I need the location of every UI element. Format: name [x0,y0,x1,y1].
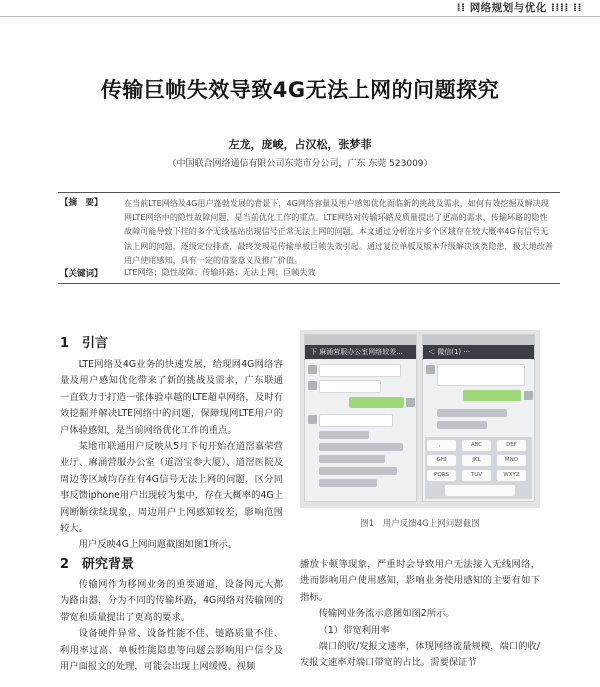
avatar [308,415,317,424]
avatar [426,365,435,374]
keyboard-key: TUV [462,470,491,481]
chat-title: 下 麻涌营服办公室网络较差... [305,345,416,359]
status-bar [305,335,416,345]
section-2-body [60,577,283,675]
keyboard-key: DEF [497,440,526,451]
abstract-bottom-rule [58,283,560,284]
section-2-heading: 2 研究背景 [60,557,135,572]
section-label: ⁞⁞ 网络规划与优化 ⁞⁞⁞⁞ ⁞⁞ [456,2,582,14]
phone-screenshot-left [304,334,417,502]
article-title: 传输巨帧失效导致4G无法上网的问题探究 [100,78,500,102]
blurred-text [437,409,507,417]
keyboard-key: GHI [427,455,456,466]
section-1-heading: 1 引言 [60,336,109,351]
avatar [524,391,533,400]
blurred-text [319,455,385,463]
figure-1-screenshots [300,330,540,508]
keywords-text: LTE网络；隐性故障；传输环路；无法上网；巨帧失效 [124,267,316,277]
avatar [308,381,317,390]
blurred-text [437,421,487,429]
abstract-top-rule [58,192,560,193]
blurred-text [319,479,377,487]
section-1-paragraph: LTE网络及4G业务的快速发展，给现网4G网络容量及用户感知优化带来了新的挑战及需求，广东联通一直致力于打造一张体验卓越的LTE超卓网络，及时有效挖掘并解决LTE网络中的问题，保障现网LTE用户的户体验感知，是当前网络优化工作的重点。 [60,359,283,436]
chat-bubble [463,390,521,401]
chat-bubble [349,397,404,408]
section-2-paragraph: 传输网作为移网业务的重要通道，设备网元大都为路由器，分为不同的传输环路，4G网络对传输网的带宽和质量提出了更高的要求。 [60,579,283,623]
right-column-body [300,557,540,672]
keyboard-key: MNO [497,455,526,466]
chat-bubble [319,380,381,393]
chat-bubble [319,414,393,427]
keyboard-key: ABC [462,440,491,451]
header-rule [0,16,600,17]
list-item-text: 端口的收/发报文速率，体现网络流量规模，端口的收/发报文速率对端口带宽的占比。需要保证节 [300,641,540,669]
blurred-text [319,443,403,451]
abstract-label: 【摘 要】 [60,198,103,208]
chat-title: ＜ 微信(1) ··· [423,345,534,359]
section-2-paragraph: 设备硬件异常、设备性能不佳、链路质量不佳、利用率过高、单板性能隐患等问题会影响用户信令及用户面报文的处理，可能会出现上网缓慢、视频 [60,628,283,673]
chat-bubble [437,364,525,386]
blurred-text [319,467,397,475]
phone-screenshot-right [422,334,535,502]
avatar [308,365,317,374]
abstract-text: 在当前LTE网络及4G用户蓬勃发展的背景下，4G网络容量及用户感知优化面临新的挑战及需求，如何有效挖掘及解决现网LTE网络中的隐性故障问题，是当前优化工作的重点。LTE网络对传输环路及质量提出了更高的需求，传输环路的隐性故障可能导致下挂的多个无线基站出现信号正常无法上网的问题。本文通过分析连片多个区域存在较大概率4G有信号无法上网的问题，逐级定位排查，最终发现是传输单板巨帧失效引起。通过复位单板及版本升级解决该类隐患，极大地改善用户使用感知，具有一定的借鉴意义及推广价值。 [124,198,553,265]
keyboard [425,437,532,499]
keyboard-key: PQRS [427,470,456,481]
affiliation: （中国联合网络通信有限公司东莞市分公司，广东 东莞 523009） [167,159,433,169]
authors: 左龙，庞峻，占汉松，张梦菲 [228,138,372,151]
keyboard-key: JKL [462,455,491,466]
keyboard-space-key [445,485,515,496]
keyboard-key: ， [427,440,456,451]
figure-caption: 图1 用户反馈4G上网问题截图 [360,519,480,529]
section-1-paragraph: 某地市联通用户反映从5月下旬开始在道滘嘉荣营业厅、麻涌营服办公室（道滘宝参大厦）、道滘医院及周边等区域均存在有4G信号无法上网的问题，区分同事反馈iphone用户出现较为集中，存在大概率的4G上网断断续续现象，周边用户上网感知较差，影响范围较大。 [60,441,283,535]
right-column-paragraph: 播放卡顿等现象，严重时会导致用户无法接入无线网络，进而影响用户使用感知，影响业务使用感知的主要有如下指标。 [300,559,540,603]
blurred-text [319,431,369,439]
section-1-body [60,357,283,554]
keywords-label: 【关键词】 [60,269,103,279]
section-1-paragraph: 用户反映4G上网问题截图如图1所示。 [78,539,238,551]
right-column-paragraph: 传输网业务流示意图如图2所示。 [318,608,455,620]
avatar [406,398,415,407]
chat-bubble [319,364,401,377]
list-item-heading: （1）带宽利用率 [318,624,390,636]
status-bar [423,335,534,345]
keyboard-key: WXYZ [497,470,526,481]
